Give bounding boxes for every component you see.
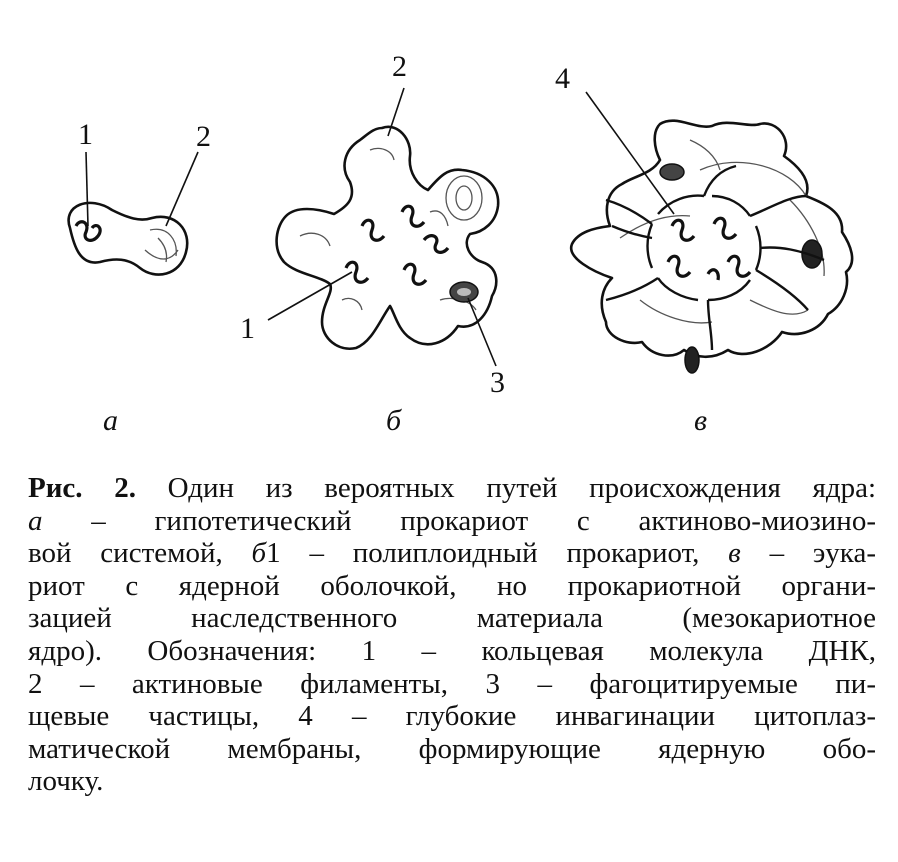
caption-line-1-text: Один из вероятных путей происхождения ядра:: [135, 472, 876, 504]
caption-line-6: ядро). Обозначения: 1 – кольцевая молекула ДНК,: [28, 634, 876, 667]
caption-line-2-text: – гипотетический прокариот с актиново-миозино-: [42, 504, 876, 537]
caption-line-3-c: – эука-: [740, 537, 876, 570]
cell-c-eukaryote: [571, 121, 852, 373]
leader-a-2: [166, 152, 198, 226]
food-particle-c1: [660, 164, 684, 180]
sublabel-c: в: [694, 404, 708, 437]
label-b-2: 2: [392, 50, 407, 83]
caption-line-10: лочку.: [28, 765, 104, 798]
figure-caption: [28, 472, 876, 798]
cell-b-polyploid-prokaryote: [277, 127, 499, 349]
caption-line-5: зацией наследственного материала (мезокариотное: [28, 602, 876, 635]
caption-line-4: риот с ядерной оболочкой, но прокариотной органи-: [28, 569, 876, 602]
food-particle-c3: [685, 347, 699, 373]
caption-line-8: щевые частицы, 4 – глубокие инвагинации цитоплаз-: [28, 700, 876, 733]
caption-line-3-italic-2: в: [728, 537, 741, 570]
label-b-3: 3: [490, 366, 505, 399]
caption-line-2: [28, 505, 876, 538]
caption-line-7: 2 – актиновые филаменты, 3 – фагоцитируемые пи-: [28, 667, 876, 700]
sublabel-a: а: [103, 404, 118, 437]
cell-a-prokaryote: [69, 203, 188, 275]
caption-line-9: матической мембраны, формирующие ядерную обо-: [28, 732, 876, 765]
label-b-1: 1: [240, 312, 255, 345]
caption-line-3-italic-1: б: [251, 537, 267, 570]
caption-line-3: [28, 537, 876, 570]
label-a-2: 2: [196, 120, 211, 153]
caption-line-3-b: 1 – полиплоидный прокариот,: [266, 537, 729, 570]
label-a-1: 1: [78, 118, 93, 151]
caption-figure-label: Рис. 2.: [28, 472, 136, 504]
sublabel-b: б: [386, 404, 402, 437]
caption-line-1: [28, 472, 876, 505]
label-c-4: 4: [555, 62, 570, 95]
caption-line-3-a: вой системой,: [28, 537, 252, 570]
caption-line-2-italic: а: [28, 504, 43, 537]
